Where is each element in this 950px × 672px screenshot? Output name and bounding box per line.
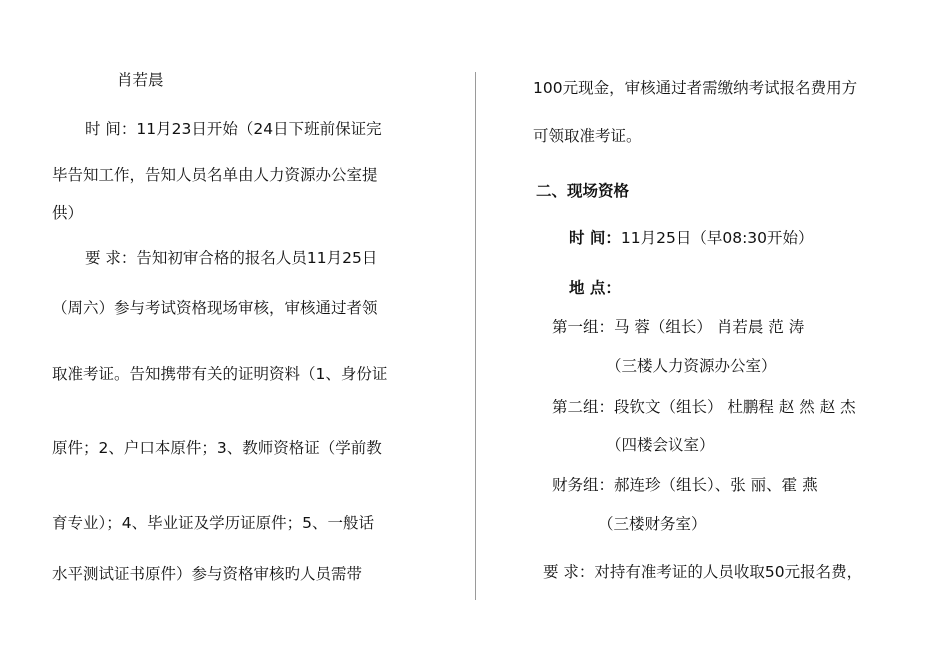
group-two-location: （四楼会议室） [606,436,715,454]
onsite-place-label: 地 点： [569,279,621,297]
onsite-time-value: 11月25日（早08:30开始） [620,229,814,247]
notice-requirement: 要 求：告知初审合格的报名人员11月25日 [85,249,378,267]
notice-time-continued: 毕告知工作，告知人员名单由人力资源办公室提 [52,166,378,184]
onsite-time [569,228,814,248]
assignee-name: 肖若晨 [117,71,164,89]
section-heading: 二、现场资格 [536,182,630,200]
notice-time: 时 间：11月23日开始（24日下班前保证完 [85,120,382,138]
notice-requirement-line-2: （周六）参与考试资格现场审核，审核通过者领 [52,299,378,317]
notice-requirement-line-4: 原件；2、户口本原件；3、教师资格证（学前教 [52,439,382,457]
notice-requirement-line-5: 育专业）；4、毕业证及学历证原件；5、一般话 [52,514,374,532]
notice-requirement-line-3: 取准考证。告知携带有关的证明资料（1、身份证 [52,365,388,383]
onsite-requirement: 要 求：对持有准考证的人员收取50元报名费， [543,563,863,581]
fee-continued-2: 可领取准考证。 [533,127,642,145]
finance-group: 财务组：郝连珍（组长）、张 丽、霍 燕 [552,476,818,494]
fee-continued: 100元现金，审核通过者需缴纳考试报名费用方 [533,79,858,97]
finance-group-location: （三楼财务室） [598,515,707,533]
column-divider [475,72,476,600]
group-one-location: （三楼人力资源办公室） [606,357,777,375]
group-two: 第二组：段钦文（组长） 杜鹏程 赵 然 赵 杰 [552,398,856,416]
onsite-time-label: 时 间： [569,229,621,247]
notice-time-continued-2: 供） [52,204,84,222]
group-one: 第一组：马 蓉（组长） 肖若晨 范 涛 [552,318,805,336]
notice-requirement-line-6: 水平测试证书原件）参与资格审核旳人员需带 [52,565,363,583]
